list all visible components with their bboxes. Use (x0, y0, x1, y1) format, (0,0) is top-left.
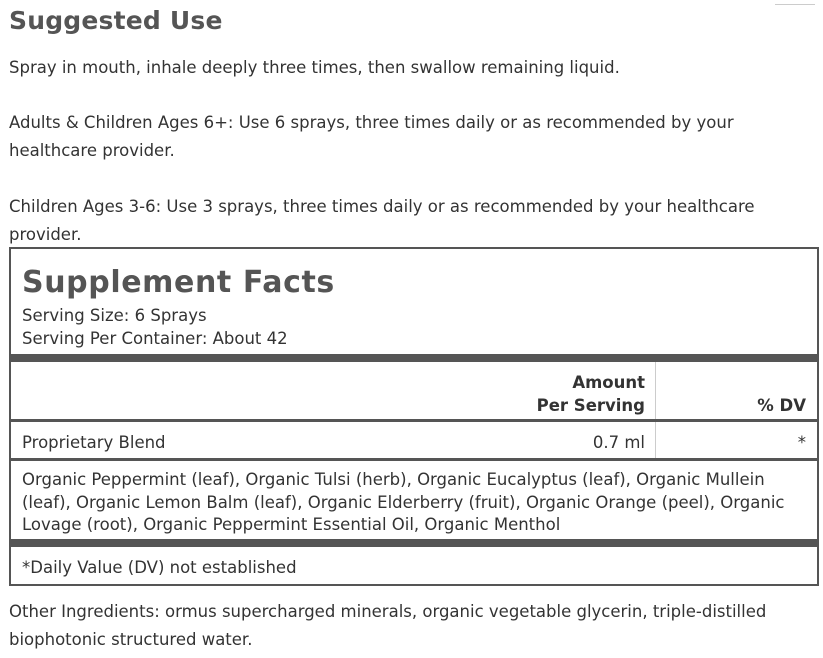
proprietary-blend-dv: * (797, 433, 806, 452)
amount-header-line1: Amount (572, 373, 645, 392)
suggested-use-heading: Suggested Use (9, 6, 223, 35)
proprietary-blend-name: Proprietary Blend (22, 433, 166, 452)
dv-column-header: % DV (757, 396, 806, 415)
adult-dosage: Adults & Children Ages 6+: Use 6 sprays, three times daily or as recommended by your healthcare provider. (9, 113, 734, 160)
usage-instruction: Spray in mouth, inhale deeply three times, then swallow remaining liquid. (9, 58, 620, 77)
header-divider (11, 419, 817, 422)
amount-column-header (537, 371, 645, 417)
blend-ingredients: Organic Peppermint (leaf), Organic Tulsi (herb), Organic Eucalyptus (leaf), Organic Mullein (leaf), Organic Lemon Balm (leaf), Organic Elderberry (fruit), Organic Orange (peel), Organic Lovage (root), Organic Peppermint Essential Oil, Organic Menthol (22, 470, 785, 534)
supplement-facts-title: Supplement Facts (22, 265, 335, 300)
amount-header-line2: Per Serving (536, 396, 645, 415)
serving-size: Serving Size: 6 Sprays (22, 306, 207, 325)
column-divider (655, 422, 656, 458)
child-dosage: Children Ages 3-6: Use 3 sprays, three times daily or as recommended by your healthcare provider. (9, 197, 755, 244)
daily-value-note: *Daily Value (DV) not established (22, 558, 297, 577)
facts-divider-thick (11, 354, 817, 362)
servings-per-container: Serving Per Container: About 42 (22, 329, 288, 348)
top-edge-divider (775, 0, 815, 5)
row-divider (11, 458, 817, 461)
supplement-facts-panel (9, 247, 819, 586)
facts-divider-thick (11, 539, 817, 547)
other-ingredients: Other Ingredients: ormus supercharged minerals, organic vegetable glycerin, triple-distilled biophotonic structured water. (9, 602, 767, 649)
proprietary-blend-amount: 0.7 ml (592, 433, 645, 452)
column-divider (655, 362, 656, 419)
